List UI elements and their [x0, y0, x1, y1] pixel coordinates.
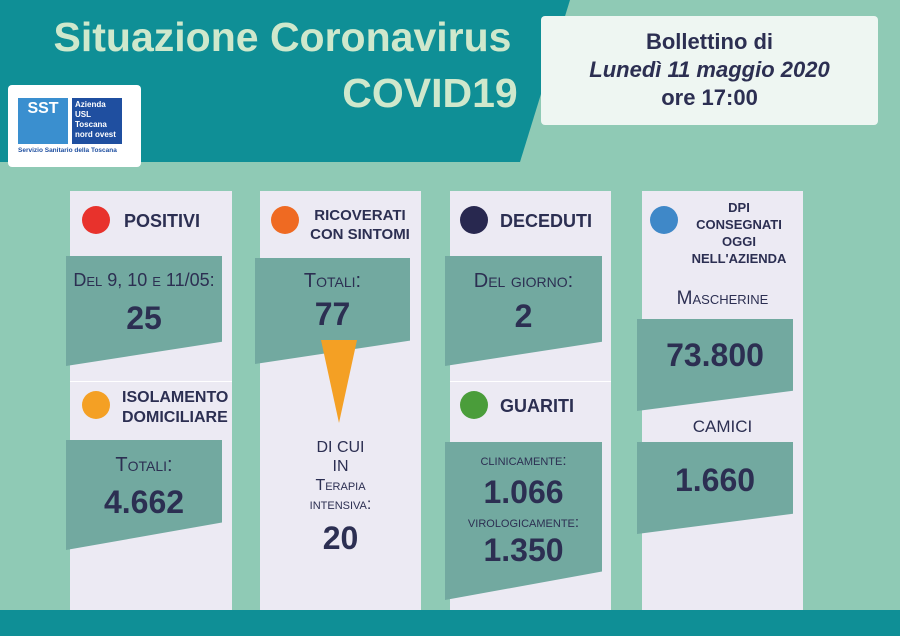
- positivi-value: 25: [126, 300, 162, 336]
- ricoverati-caption: Totali:: [303, 270, 362, 292]
- divider: [70, 381, 232, 382]
- ricoverati-sub-caption: DI CUI IN Terapia intensiva:: [309, 439, 372, 513]
- sst-logo-icon: SST: [18, 98, 68, 144]
- dpi-masks-label: Mascherine: [676, 288, 769, 309]
- ricoverati-label: RICOVERATI CON SINTOMI: [310, 207, 410, 243]
- bulletin-line-1: Bollettino di: [645, 29, 774, 54]
- positivi-dot-icon: [82, 206, 110, 234]
- ricoverati-sub-value: 20: [322, 520, 359, 556]
- footer-band: [0, 610, 900, 636]
- isolamento-caption: Totali:: [115, 454, 173, 476]
- page-title: Situazione Coronavirus: [53, 14, 512, 60]
- ricoverati-value: 77: [314, 296, 351, 332]
- isolamento-value: 4.662: [103, 484, 185, 520]
- guariti-dot-icon: [460, 391, 488, 419]
- ricoverati-dot-icon: [271, 206, 299, 234]
- isolamento-dot-icon: [82, 391, 110, 419]
- guariti-viro-label: virologicamente:: [467, 514, 580, 531]
- positivi-label: POSITIVI: [124, 211, 201, 231]
- divider: [450, 381, 611, 382]
- guariti-clinical-label: clinicamente:: [480, 452, 567, 469]
- deceduti-caption: Del giorno:: [473, 270, 574, 292]
- dpi-dot-icon: [650, 206, 678, 234]
- dpi-label: DPI CONSEGNATI OGGI NELL'AZIENDA: [691, 200, 787, 266]
- dpi-gowns-value: 1.660: [674, 462, 756, 498]
- usl-logo-text: Azienda USL Toscana nord ovest: [72, 98, 122, 144]
- bulletin-date: Lunedì 11 maggio 2020: [589, 57, 830, 82]
- dpi-gowns-label: CAMICI: [692, 417, 753, 436]
- deceduti-value: 2: [514, 298, 533, 334]
- logo-footer: Servizio Sanitario della Toscana: [18, 147, 117, 154]
- guariti-viro-value: 1.350: [483, 532, 564, 568]
- positivi-caption: Del 9, 10 e 11/05:: [73, 270, 215, 290]
- page-subtitle: COVID19: [342, 70, 518, 116]
- guariti-clinical-value: 1.066: [483, 474, 564, 510]
- deceduti-dot-icon: [460, 206, 488, 234]
- bulletin-time: ore 17:00: [661, 85, 758, 110]
- guariti-label: GUARITI: [500, 396, 574, 416]
- isolamento-label: ISOLAMENTO DOMICILIARE: [122, 389, 229, 426]
- deceduti-label: DECEDUTI: [500, 211, 593, 231]
- dpi-masks-value: 73.800: [666, 337, 764, 373]
- bulletin-box: [541, 16, 878, 125]
